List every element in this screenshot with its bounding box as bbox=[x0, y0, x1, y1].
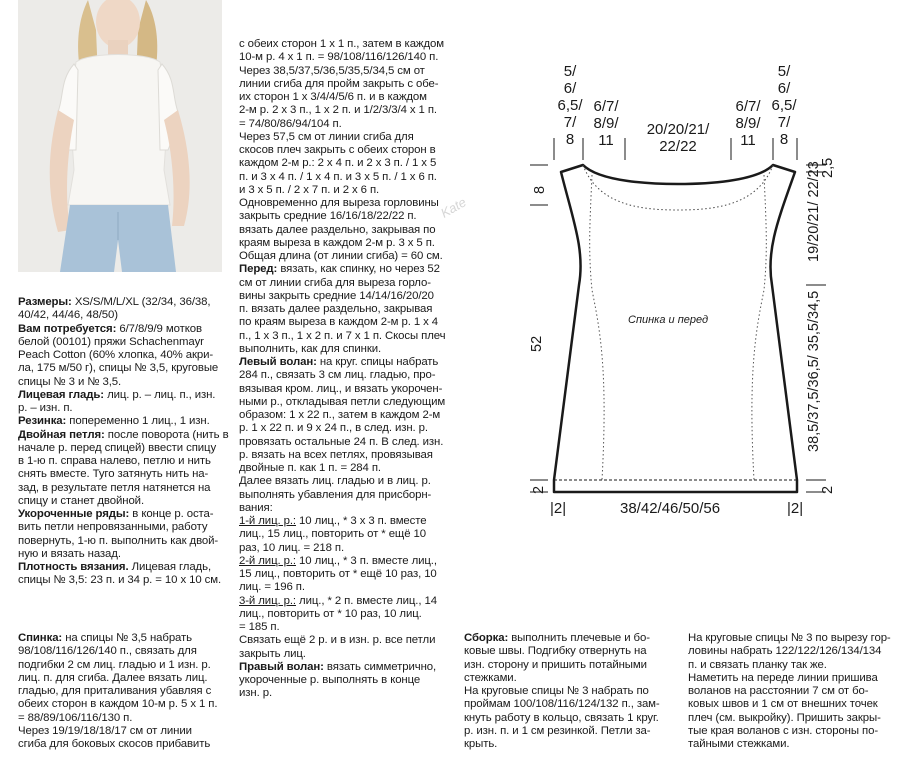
text-line: спицу и станет двойной. bbox=[18, 494, 145, 507]
text-line: р. – изн. п. bbox=[18, 402, 73, 414]
text-line: стежками. bbox=[464, 671, 517, 684]
garment-outline bbox=[554, 165, 797, 492]
text-line: спицы № 3 и № 3,5. bbox=[18, 375, 122, 388]
text-line: Размеры: XS/S/M/L/XL (32/34, 36/38, bbox=[18, 296, 211, 308]
text-line: Peach Cotton (60% хлопка, 40% акри- bbox=[18, 349, 214, 361]
text-line: ла, 175 м/50 г), спицы № 3,5, круговые bbox=[18, 362, 219, 375]
text-line: спицы № 3,5: 23 п. и 34 р. = 10 х 10 см. bbox=[18, 574, 222, 587]
text-line: Через 57,5 см от линии сгиба для bbox=[239, 130, 414, 143]
text-line: повернуть, 1-ю п. выполнить как двой- bbox=[18, 534, 219, 547]
text-line: воланов на расстоянии 7 см от бо- bbox=[688, 685, 869, 697]
text-line: = 88/89/106/116/130 п. bbox=[18, 711, 133, 724]
text-line: скосов плеч закрыть с обеих сторон в bbox=[239, 144, 436, 156]
text-line: образом: 1 х 22 п., затем в каждом 2-м bbox=[239, 409, 441, 421]
text-line: тайными стежками. bbox=[688, 738, 790, 750]
text-line: линии сгиба для пройм закрыть с обе- bbox=[239, 77, 439, 90]
text-line: тые края воланов с изн. стороны по- bbox=[688, 724, 879, 737]
text-line: закрыть лиц. bbox=[239, 647, 306, 660]
text-line: На круговые спицы № 3 по вырезу гор- bbox=[688, 632, 891, 644]
text-line: На круговые спицы № 3 набрать по bbox=[464, 685, 649, 697]
text-line: Резинка: попеременно 1 лиц., 1 изн. bbox=[18, 415, 210, 428]
text-line: начале р. перед спицей) ввести спицу bbox=[18, 441, 217, 454]
text-line: 10-м р. 4 х 1 п. = 98/108/116/126/140 п. bbox=[239, 51, 439, 64]
text-line: снять вместе. Туго затянуть нить на- bbox=[18, 468, 209, 481]
text-line: п. вязать далее раздельно, закрывая bbox=[239, 303, 433, 315]
text-line: лиц., повторить от * 10 раз, 10 лиц. bbox=[239, 607, 422, 620]
text-line: ковых швов и 1 см от внешних точек bbox=[688, 698, 878, 711]
dim-left-main: 52 bbox=[529, 335, 545, 352]
text-line: изн. сторону и пришить потайными bbox=[464, 658, 647, 671]
dim-top-right-lines: 5/ 6/ 6,5/ 7/ 8 bbox=[771, 63, 797, 148]
text-line: в 1-ю п. справа налево, петлю и нить bbox=[18, 455, 211, 467]
text-line: ловины набрать 122/122/126/134/134 bbox=[688, 645, 882, 658]
dim-right-armhole: 19/20/21/ 22/23 bbox=[806, 161, 822, 262]
text-line: Через 19/19/18/18/17 см от линии bbox=[18, 724, 192, 737]
text-line: 284 п., связать 3 см лиц. гладью, про- bbox=[239, 369, 436, 382]
text-line: краям выреза в каждом 2-м р. 3 х 5 п. bbox=[239, 236, 435, 249]
text-line: ную и вязать назад. bbox=[18, 547, 121, 560]
text-line: Далее вязать лиц. гладью и в лиц. р. bbox=[239, 475, 431, 488]
text-line: каждом 2-м р.: 2 х 4 п. и 2 х 3 п. / 1 х 5 bbox=[239, 157, 437, 170]
text-line: 15 лиц., повторить от * ещё 10 раз, 10 bbox=[239, 568, 437, 580]
text-line: р. вязать на всех петлях, провязывая bbox=[239, 448, 433, 461]
dim-right-shoulder: 2,5 bbox=[820, 157, 836, 178]
watermark: Kate bbox=[438, 194, 469, 221]
text-line: подгибки 2 см лиц. гладью и 1 изн. р. bbox=[18, 658, 211, 671]
text-line: выполнять убавления для присборн- bbox=[239, 488, 432, 501]
dim-left-hem: 2 bbox=[531, 485, 547, 494]
text-line: 40/42, 44/46, 48/50) bbox=[18, 309, 118, 322]
text-line: Спинка: на спицы № 3,5 набрать bbox=[18, 632, 192, 644]
text-line: Связать ещё 2 р. и в изн. р. все петли bbox=[239, 634, 436, 647]
text-line: вания: bbox=[239, 501, 273, 514]
dim-bottom-right: |2| bbox=[787, 500, 804, 517]
text-line: 98/108/116/126/140 п., связать для bbox=[18, 645, 197, 658]
text-line: вить петли непровязанными, работу bbox=[18, 521, 208, 534]
text-line: Перед: вязать, как спинку, но через 52 bbox=[239, 263, 440, 276]
text-line: кнуть работу в кольцо, связать 1 круг. bbox=[464, 711, 659, 724]
text-line: р. 1 х 22 п. и 9 х 24 п., в след. изн. р. bbox=[239, 422, 428, 435]
text-line: = 185 п. bbox=[239, 621, 280, 633]
text-line: ными р., откладывая петли следующим bbox=[239, 395, 446, 408]
text-line: гладью, для приталивания убавляя с bbox=[18, 685, 212, 697]
text-line: Одновременно для выреза горловины bbox=[239, 197, 439, 209]
text-line: закрыть средние 16/16/18/22/22 п. bbox=[239, 210, 417, 223]
dim-bottom-center: 38/42/46/50/56 bbox=[620, 500, 721, 517]
text-line: белой (00101) пряжи Schachenmayr bbox=[18, 335, 204, 348]
text-line: по краям выреза в каждом 2-м р. 1 х 4 bbox=[239, 316, 439, 329]
text-line: крыть. bbox=[464, 738, 498, 750]
dim-top-left-lines: 5/ 6/ 6,5/ 7/ 8 bbox=[557, 63, 583, 148]
text-line: лиц. = 196 п. bbox=[239, 581, 305, 594]
text-line: лиц. п. для сгиба. Далее вязать лиц. bbox=[18, 671, 208, 684]
text-line: проймам 100/108/116/124/132 п., зам- bbox=[464, 698, 660, 711]
piece-label: Спинка и перед bbox=[628, 314, 709, 326]
text-line: Вам потребуется: 6/7/8/9/9 мотков bbox=[18, 322, 202, 335]
text-line: 2-м р. 2 х 3 п., 1 х 2 п. и 1/2/3/3/4 х 1 п. bbox=[239, 104, 437, 117]
text-line: лиц., 15 лиц., повторить от * ещё 10 bbox=[239, 528, 426, 541]
text-line: их сторон 1 х 3/4/4/5/6 п. и в каждом bbox=[239, 91, 427, 103]
text-line: вязать далее раздельно, закрывая по bbox=[239, 223, 436, 236]
text-line: Плотность вязания. Лицевая гладь, bbox=[18, 561, 212, 573]
text-line: п., 1 х 3 п., 1 х 2 п. и 7 х 1 п. Скосы плеч bbox=[239, 329, 446, 342]
text-line: Через 38,5/37,5/36,5/35,5/34,5 см от bbox=[239, 64, 425, 77]
text-line: выполнить, как для спинки. bbox=[239, 342, 382, 355]
text-line: п. и связать планку так же. bbox=[688, 658, 827, 671]
text-line: 1-й лиц. р.: 10 лиц., * 3 х 3 п. вместе bbox=[239, 515, 427, 527]
text-line: Левый волан: на круг. спицы набрать bbox=[239, 356, 439, 368]
dim-top-center: 20/20/21/ 22/22 bbox=[646, 121, 710, 155]
text-line: сгиба для боковых скосов прибавить bbox=[18, 738, 211, 750]
text-line: двойные п. как 1 п. = 284 п. bbox=[239, 462, 381, 474]
text-line: с обеих сторон 1 х 1 п., затем в каждом bbox=[239, 38, 444, 50]
text-line: Наметить на переде линии пришива bbox=[688, 671, 878, 684]
text-line: Лицевая гладь: лиц. р. – лиц. п., изн. bbox=[18, 388, 216, 401]
text-line: Правый волан: вязать симметрично, bbox=[239, 660, 437, 673]
text-line: зад, в результате петля натянется на bbox=[18, 481, 211, 494]
text-line: вины закрыть средние 14/14/16/20/20 bbox=[239, 289, 434, 302]
dim-right-side: 38,5/37,5/36,5/ 35,5/34,5 bbox=[806, 290, 822, 452]
text-line: 3-й лиц. р.: лиц., * 2 п. вместе лиц., 14 bbox=[239, 594, 437, 607]
text-line: изн. р. bbox=[239, 687, 273, 700]
text-line: раз, 10 лиц. = 218 п. bbox=[239, 541, 345, 554]
text-line: провязать остальные 24 п. В след. изн. bbox=[239, 435, 444, 448]
dim-top-left-inner: 6/7/ 8/9/ 11 bbox=[593, 98, 619, 149]
dim-right-hem: 2 bbox=[820, 485, 836, 494]
text-line: р. изн. п. и 1 см резинкой. Петли за- bbox=[464, 724, 651, 737]
text-line: 2-й лиц. р.: 10 лиц., * 3 п. вместе лиц., bbox=[239, 554, 437, 567]
text-line: Сборка: выполнить плечевые и бо- bbox=[464, 632, 650, 644]
dim-bottom-left: |2| bbox=[550, 500, 567, 517]
dim-top-right-inner: 6/7/ 8/9/ 11 bbox=[735, 98, 761, 149]
text-line: ковые швы. Подгибку отвернуть на bbox=[464, 645, 647, 658]
text-line: плеч (см. выкройку). Пришить закры- bbox=[688, 711, 881, 724]
text-line: Двойная петля: после поворота (нить в bbox=[18, 428, 229, 441]
text-line: Общая длина (от линии сгиба) = 60 см. bbox=[239, 250, 443, 262]
text-line: см от линии сгиба для выреза горло- bbox=[239, 276, 431, 289]
text-line: и 3 х 5 п. / 2 х 7 п. и 2 х 6 п. bbox=[239, 183, 380, 196]
dim-left-upper: 8 bbox=[532, 185, 548, 194]
text-line: Укороченные ряды: в конце р. оста- bbox=[18, 508, 214, 520]
text-line: = 74/80/86/94/104 п. bbox=[239, 117, 342, 130]
text-line: обеих сторон в каждом 10-м р. 5 х 1 п. bbox=[18, 698, 218, 711]
text-line: укороченные р. выполнять в конце bbox=[239, 674, 421, 686]
text-line: п. и 3 х 4 п. / 1 х 4 п. и 3 х 5 п. / 1 х 6 п. bbox=[239, 170, 437, 183]
text-line: вязывая кром. лиц., и вязать укорочен- bbox=[239, 382, 443, 395]
